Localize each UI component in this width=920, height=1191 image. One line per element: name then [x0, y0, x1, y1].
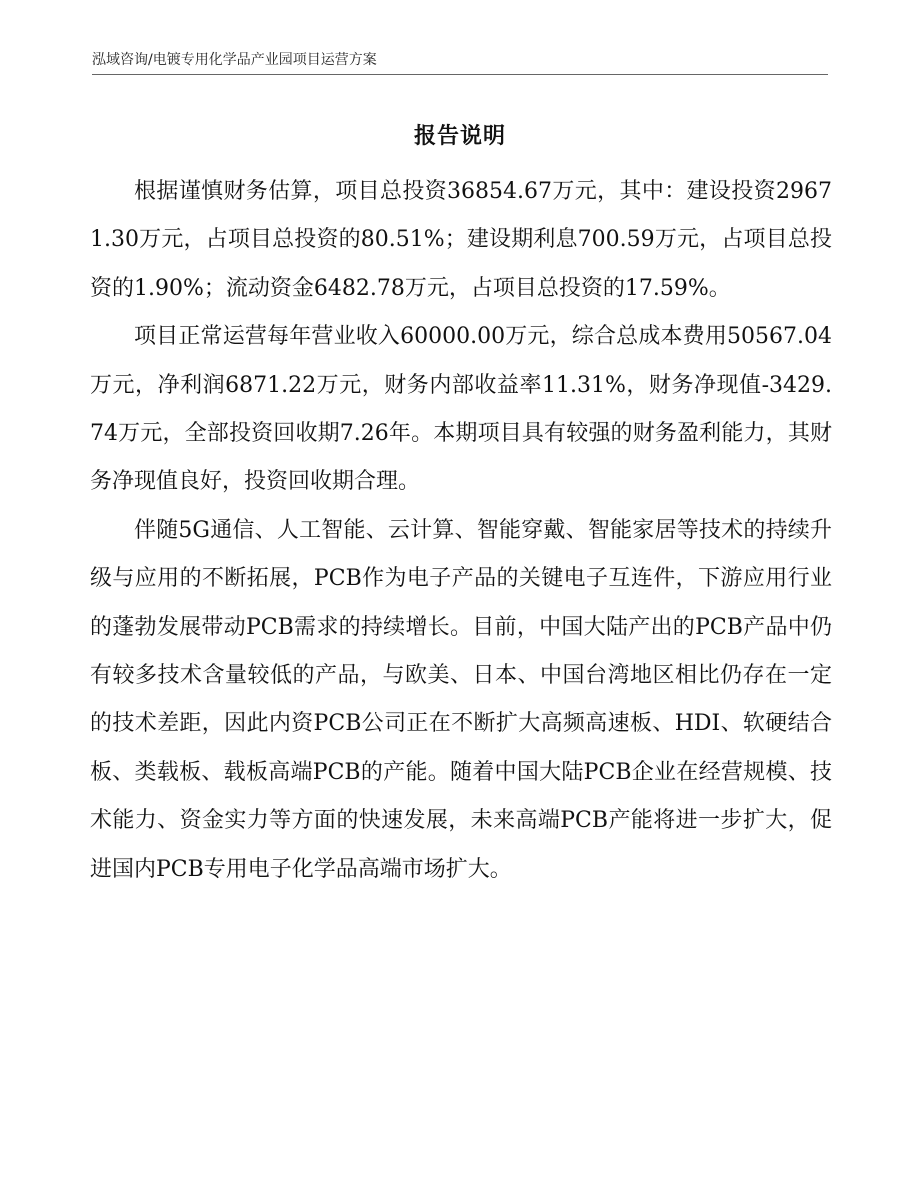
section-title: 报告说明: [413, 124, 506, 149]
header-divider: [92, 74, 828, 75]
paragraph-financial-returns: 项目正常运营每年营业收入60000.00万元，综合总成本费用50567.04万元，净利润6871.22万元，财务内部收益率11.31%，财务净现值-3429.74万元，全部投资回收期7.26年。本期项目具有较强的财务盈利能力，其财务净现值良好，投资回收期合理。: [90, 324, 832, 495]
paragraph-investment-estimate: 根据谨慎财务估算，项目总投资36854.67万元，其中：建设投资29671.30万元，占项目总投资的80.51%；建设期利息700.59万元，占项目总投资的1.90%；流动资金6482.78万元，占项目总投资的17.59%。: [90, 179, 832, 301]
paragraph-industry-background: 伴随5G通信、人工智能、云计算、智能穿戴、智能家居等技术的持续升级与应用的不断拓展，PCB作为电子产品的关键电子互连件，下游应用行业的蓬勃发展带动PCB需求的持续增长。目前，中国大陆产出的PCB产品中仍有较多技术含量较低的产品，与欧美、日本、中国台湾地区相比仍存在一定的技术差距，因此内资PCB公司正在不断扩大高频高速板、HDI、软硬结合板、类载板、载板高端PCB的产能。随着中国大陆PCB企业在经营规模、技术能力、资金实力等方面的快速发展，未来高端PCB产能将进一步扩大，促进国内PCB专用电子化学品高端市场扩大。: [90, 517, 832, 882]
running-header: 泓域咨询/电镀专用化学品产业园项目运营方案: [92, 52, 377, 68]
report-body: [90, 168, 832, 894]
